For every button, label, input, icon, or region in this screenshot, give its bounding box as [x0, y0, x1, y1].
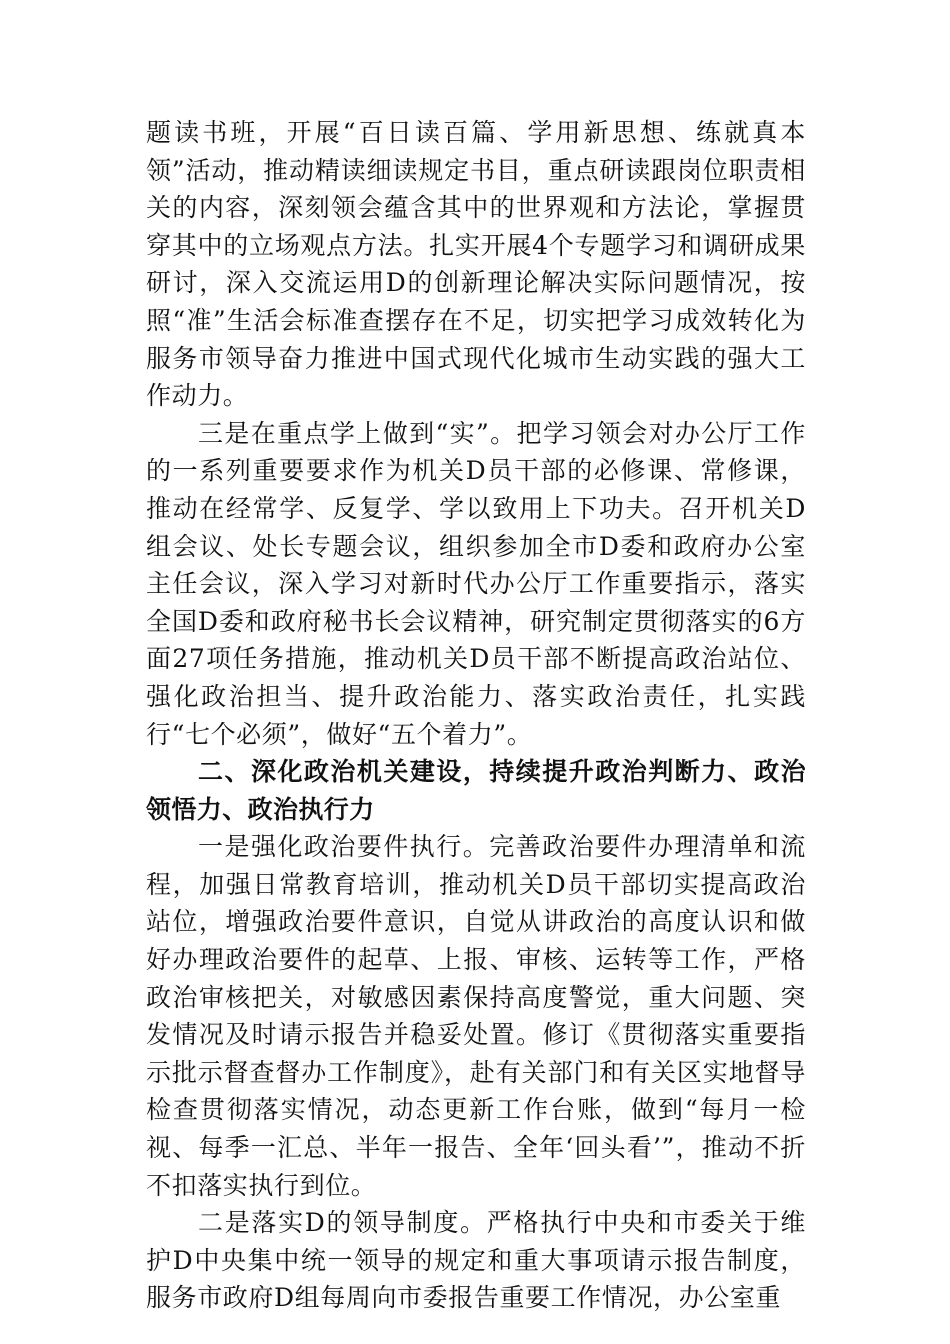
paragraph-political-tasks: 一是强化政治要件执行。完善政治要件办理清单和流程，加强日常教育培训，推动机关D员干部切实提高政治站位，增强政治要件意识，自觉从讲政治的高度认识和做好办理政治要件的起草、上报、审核、运转等工作，严格政治审核把关，对敏感因素保持高度警觉，重大问题、突发情况及时请示报告并稳妥处置。修订《贯彻落实重要指示批示督查督办工作制度》，赴有关部门和有关区实地督导检查贯彻落实情况，动态更新工作台账，做到“每月一检视、每季一汇总、半年一报告、全年‘回头看’”，推动不折不扣落实执行到位。	[146, 832, 806, 1200]
paragraph-key-study: 三是在重点学上做到“实”。把学习领会对办公厅工作的一系列重要要求作为机关D员干部的必修课、常修课，推动在经常学、反复学、学以致用上下功夫。召开机关D组会议、处长专题会议，组织参加全市D委和政府办公室主任会议，深入学习对新时代办公厅工作重要指示，落实全国D委和政府秘书长会议精神，研究制定贯彻落实的6方面27项任务措施，推动机关D员干部不断提高政治站位、强化政治担当、提升政治能力、落实政治责任，扎实践行“七个必须”，做好“五个着力”。	[146, 418, 806, 749]
paragraph-continuation: 题读书班，开展“百日读百篇、学用新思想、练就真本领”活动，推动精读细读规定书目，重点研读跟岗位职责相关的内容，深刻领会蕴含其中的世界观和方法论，掌握贯穿其中的立场观点方法。扎实开展4个专题学习和调研成果研讨，深入交流运用D的创新理论解决实际问题情况，按照“准”生活会标准查摆存在不足，切实把学习成效转化为服务市领导奋力推进中国式现代化城市生动实践的强大工作动力。	[146, 118, 806, 411]
document-body	[146, 114, 806, 1317]
paragraph-leadership-system: 二是落实D的领导制度。严格执行中央和市委关于维护D中央集中统一领导的规定和重大事项请示报告制度，服务市政府D组每周向市委报告重要工作情况，办公室重	[146, 1208, 806, 1313]
section-heading: 二、深化政治机关建设，持续提升政治判断力、政治领悟力、政治执行力	[146, 757, 806, 824]
